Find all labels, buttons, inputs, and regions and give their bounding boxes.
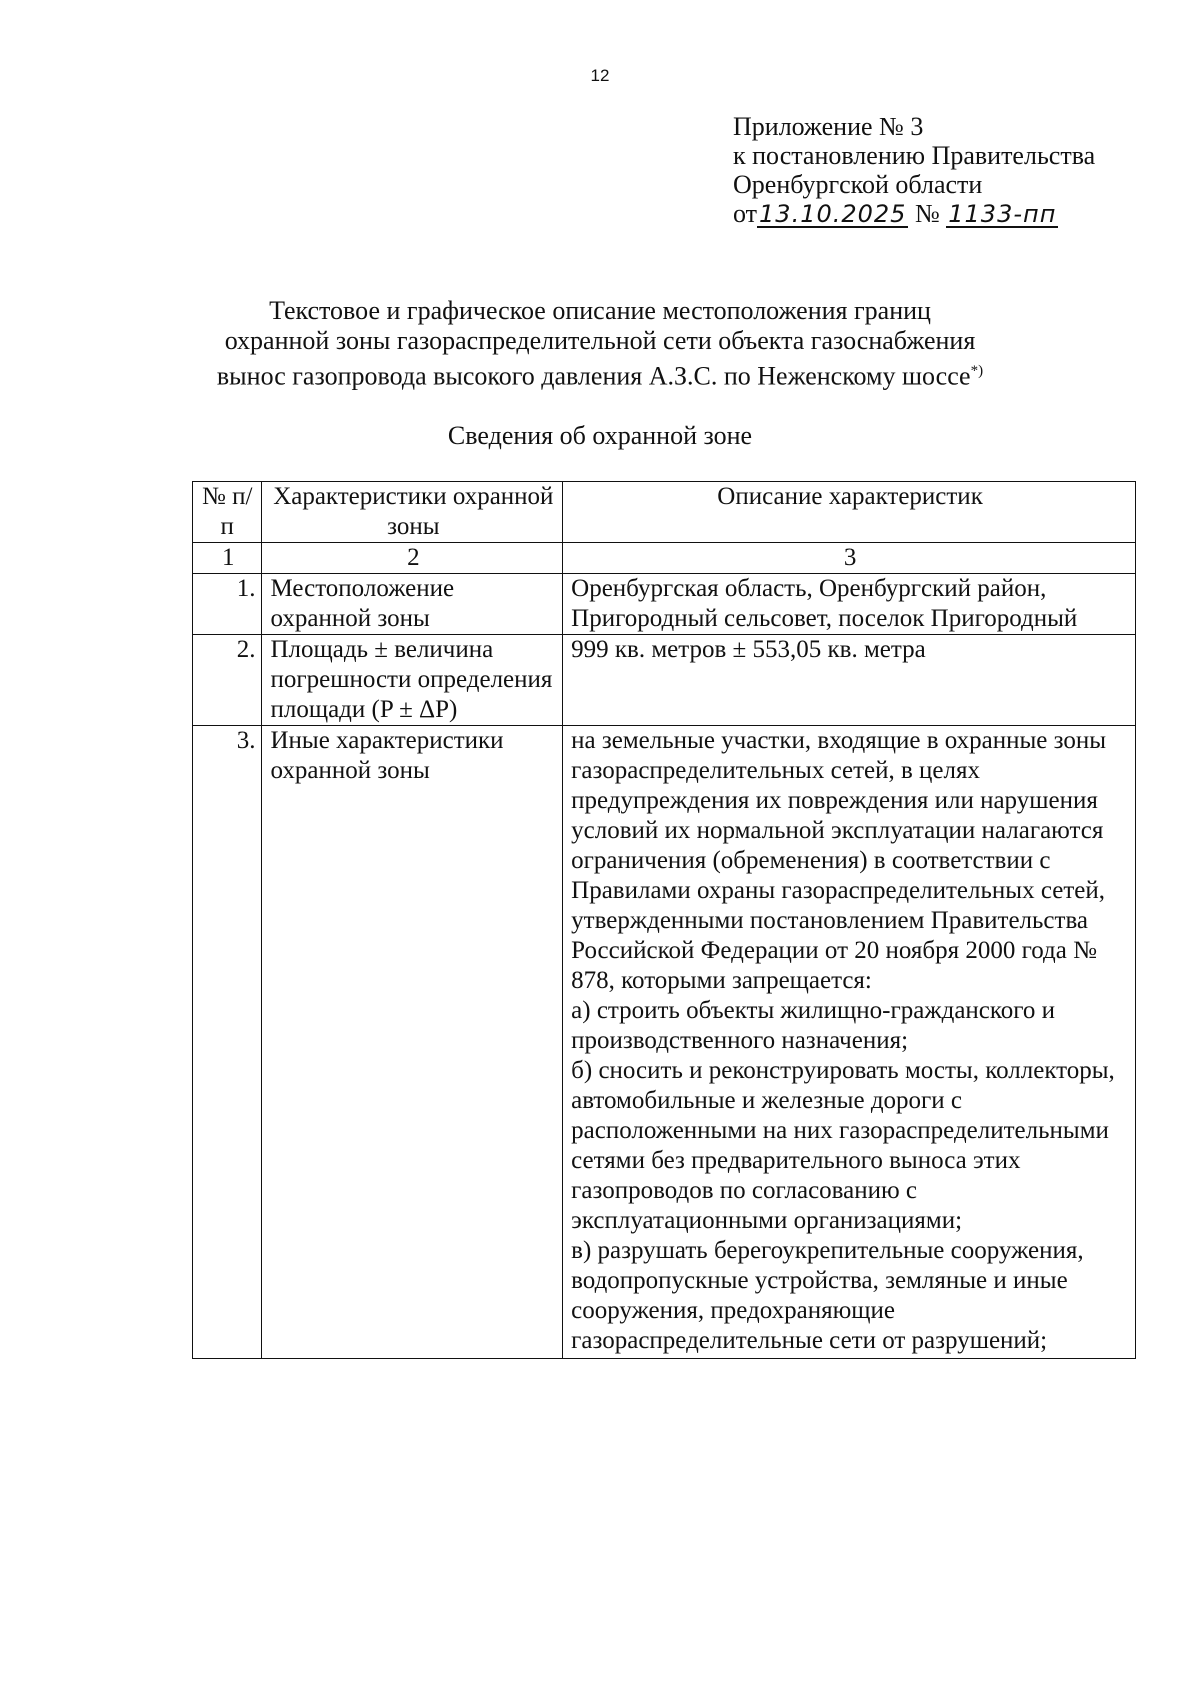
title-line-1: Текстовое и графическое описание местоположения границ [269,296,931,325]
date-prefix: от [733,199,758,228]
row-description [563,726,1136,1359]
row-characteristic: Местоположение охранной зоны [262,574,563,635]
row-description: 999 кв. метров ± 553,05 кв. метра [563,635,1136,726]
appendix-date-line [733,199,1095,228]
table-row [193,726,1136,1359]
appendix-line-3: Оренбургской области [733,170,983,199]
footnote-mark: *) [970,363,984,379]
row-number: 2. [193,635,262,726]
table-header-row [193,482,1136,543]
row-characteristic: Иные характеристики охранной зоны [262,726,563,1359]
table-row [193,574,1136,635]
header-number: № п/п [193,482,262,543]
section-subtitle: Сведения об охранной зоне [447,421,753,450]
title-line-3-text: вынос газопровода высокого давления А.З.С. по Неженскому шоссе [216,361,971,391]
row-description: Оренбургская область, Оренбургский район, Пригородный сельсовет, поселок Пригородный [563,574,1136,635]
column-number-row [193,543,1136,574]
col-number-1: 1 [193,543,262,574]
handwritten-date: 13.10.2025 [759,200,907,228]
number-prefix: № [914,199,940,228]
header-characteristic: Характеристики охранной зоны [262,482,563,543]
description-intro: на земельные участки, входящие в охранные зоны газораспределительных сетей, в целях предупреждения их повреждения или нарушения условий их нормальной эксплуатации налагаются ограничения (обременения) в соответствии с Правилами охраны газораспределительных сетей, утвержденными постановлением Правительства Российской Федерации от 20 ноября 2000 года № 878, которыми запрещается: [571,727,1107,994]
handwritten-number: 1133-пп [948,200,1057,228]
page-number: 12 [590,66,610,85]
restriction-item-b: б) сносить и реконструировать мосты, коллекторы, автомобильные и железные дороги с расположенными на них газораспределительными сетями без предварительного выноса этих газопроводов по согласованию с эксплуатационными организациями; [571,1057,1115,1234]
title-line-2: охранной зоны газораспределительной сети объекта газоснабжения [224,326,976,355]
restriction-item-c: в) разрушать берегоукрепительные сооружения, водопропускные устройства, земляные и иные сооружения, предохраняющие газораспределительные сети от разрушений; [571,1237,1084,1354]
row-characteristic: Площадь ± величина погрешности определения площади (P ± ΔP) [262,635,563,726]
table-row [193,635,1136,726]
col-number-3: 3 [563,543,1136,574]
zone-info-table [192,481,1136,1359]
title-line-3 [0,356,1200,392]
row-number: 3. [193,726,262,1359]
document-title [0,296,1200,392]
appendix-line-1: Приложение № 3 [733,112,924,141]
col-number-2: 2 [262,543,563,574]
restriction-item-a: а) строить объекты жилищно-гражданского и производственного назначения; [571,997,1056,1054]
row-number: 1. [193,574,262,635]
appendix-block [733,112,1095,228]
header-description: Описание характеристик [563,482,1136,543]
appendix-line-2: к постановлению Правительства [733,141,1096,170]
